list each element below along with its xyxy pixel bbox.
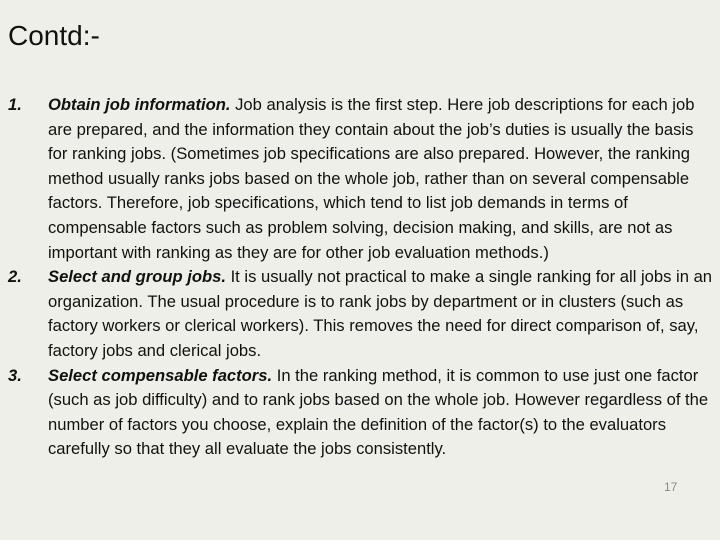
list-item-number: 1. (8, 95, 22, 114)
list-item (8, 265, 716, 363)
list-item-number: 3. (8, 365, 22, 385)
numbered-point-list (8, 93, 716, 462)
list-item-text: Job analysis is the first step. Here job descriptions for each job are prepared, and the information they contain about the job’s duties is usually the basis for ranking jobs. (Sometimes job specifications are also prepared. However, the ranking method usually ranks jobs based on the whole job, rather than on several compensable factors. Therefore, job specifications, which tend to list job demands in terms of compensable factors such as problem solving, decision making, and skills, are not as important with ranking as they are for other job evaluation methods.) (48, 95, 695, 262)
list-item-heading: Select and group jobs. (48, 267, 226, 287)
list-item-heading: Select compensable factors. (48, 365, 273, 385)
list-item-number: 2. (8, 267, 22, 287)
list-item-heading: Obtain job information. (48, 95, 231, 114)
list-item-text: It is usually not practical to make a single ranking for all jobs in an organization. The usual procedure is to rank jobs by department or in clusters (such as factory workers or clerical workers). This removes the need for direct comparison of, say, factory jobs and clerical jobs. (48, 267, 713, 360)
list-item (8, 93, 716, 265)
list-item (8, 364, 716, 462)
slide-title: Contd:- (8, 20, 100, 51)
list-item-text: In the ranking method, it is common to use just one factor (such as job difficulty) and to rank jobs based on the whole job. However regardless of the number of factors you choose, explain the definition of the factor(s) to the evaluators carefully so that they all evaluate the jobs consistently. (48, 365, 709, 459)
page-number: 17 (664, 480, 678, 494)
